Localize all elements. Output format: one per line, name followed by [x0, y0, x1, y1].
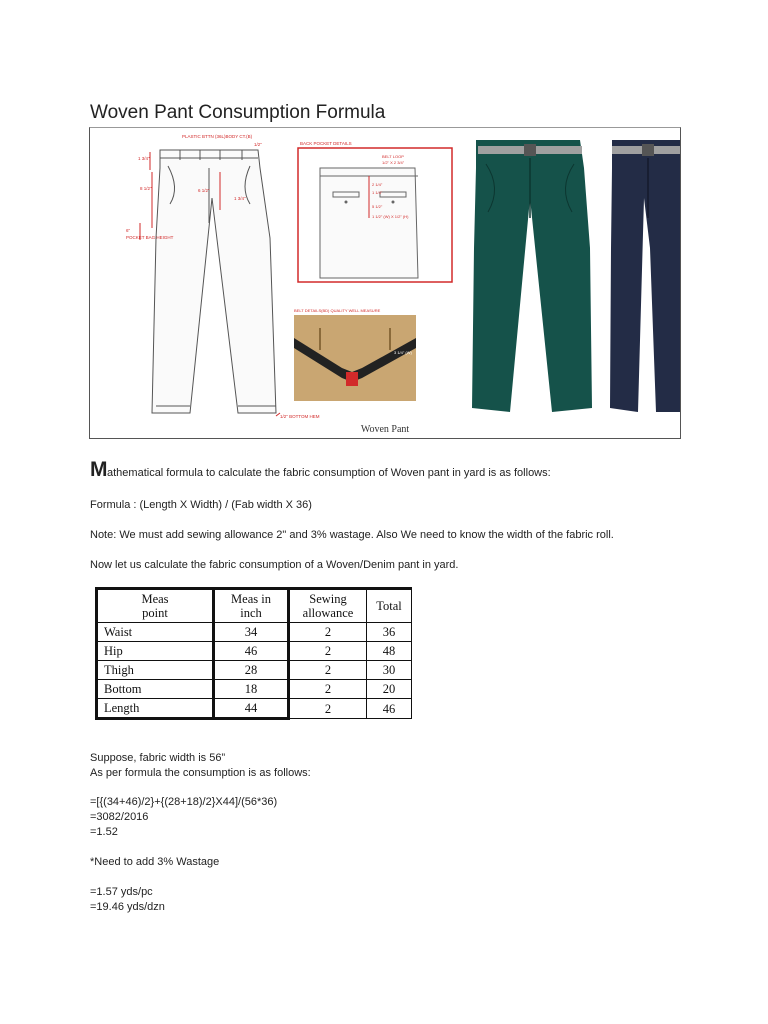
- belt-detail-photo: [294, 308, 416, 401]
- label-m10: 6": [126, 228, 131, 233]
- cell-total: 46: [367, 699, 412, 719]
- cell-inch: 34: [214, 623, 289, 642]
- label-m13: 1 1/2" (W) X 1/2" (H): [372, 214, 409, 219]
- pant-drawings: [90, 128, 680, 438]
- cell-allowance: 2: [289, 623, 367, 642]
- note-line: Note: We must add sewing allowance 2" and 3% wastage. Also We need to know the width of the fabric roll.: [90, 529, 614, 541]
- label-m8: 1/2" X 2 3/4": [382, 160, 405, 165]
- cell-point: Hip: [97, 642, 214, 661]
- back-pocket-details: [298, 141, 452, 282]
- cell-point: Thigh: [97, 661, 214, 680]
- page-title: Woven Pant Consumption Formula: [90, 102, 386, 123]
- as-per-line: As per formula the consumption is as follows:: [90, 767, 311, 779]
- label-m12: 1/2": [254, 142, 262, 147]
- label-belt-loop: BELT LOOP: [382, 154, 404, 159]
- intro-text: athematical formula to calculate the fabric consumption of Woven pant in yard is as follows:: [107, 467, 551, 479]
- header-meas-point: Meas point: [97, 589, 214, 623]
- table-row: [97, 642, 412, 661]
- intro-calc-line: Now let us calculate the fabric consumption of a Woven/Denim pant in yard.: [90, 559, 459, 571]
- figure-caption: Woven Pant: [360, 424, 410, 435]
- cell-total: 36: [367, 623, 412, 642]
- cell-allowance: 2: [289, 680, 367, 699]
- label-m6: 1 1/4": [372, 190, 383, 195]
- table-row: [97, 699, 412, 719]
- measurement-table: [95, 587, 412, 720]
- intro-paragraph: [90, 458, 551, 482]
- drop-cap: M: [90, 458, 107, 481]
- label-back-pocket: BACK POCKET DETAILS: [300, 141, 352, 146]
- header-sewing-allowance: Sewing allowance: [289, 589, 367, 623]
- cell-inch: 18: [214, 680, 289, 699]
- header-meas-inch: Meas in inch: [214, 589, 289, 623]
- fabric-width-line: Suppose, fabric width is 56”: [90, 752, 226, 764]
- label-pocket-height: POCKET BAG HEIGHT: [126, 235, 174, 240]
- label-bottom-hem: 1/2" BOTTOM HEM: [280, 414, 320, 419]
- header-total: Total: [367, 589, 412, 623]
- label-m1: 1 3/4": [138, 156, 150, 161]
- cell-allowance: 2: [289, 661, 367, 680]
- equation-line-2: =3082/2016: [90, 811, 149, 823]
- cell-total: 30: [367, 661, 412, 680]
- green-pant: [472, 140, 592, 412]
- cell-point: Waist: [97, 623, 214, 642]
- equation-line-3: =1.52: [90, 826, 118, 838]
- result-per-piece: =1.57 yds/pc: [90, 886, 153, 898]
- table-header-row: [97, 589, 412, 623]
- label-m3: 6 1/2": [198, 188, 210, 193]
- cell-total: 48: [367, 642, 412, 661]
- cell-inch: 46: [214, 642, 289, 661]
- cell-total: 20: [367, 680, 412, 699]
- equation-line-1: =[{(34+46)/2}+{(28+18)/2}X44]/(56*36): [90, 796, 278, 808]
- navy-pant: [610, 140, 680, 412]
- pant-illustration: [89, 127, 681, 439]
- cell-allowance: 2: [289, 699, 367, 719]
- result-per-dozen: =19.46 yds/dzn: [90, 901, 165, 913]
- label-m14: 3 1/4" (W): [394, 350, 412, 355]
- table-row: [97, 623, 412, 642]
- formula-line: Formula : (Length X Width) / (Fab width X 36): [90, 499, 312, 511]
- label-top-note: PLASTIC BTTN (36L)BODY CT.(B): [182, 134, 253, 139]
- label-m4: 1 3/4": [234, 196, 246, 201]
- cell-point: Length: [97, 699, 214, 719]
- table-row: [97, 680, 412, 699]
- cell-point: Bottom: [97, 680, 214, 699]
- cell-inch: 44: [214, 699, 289, 719]
- label-m9: 5 1/2": [372, 204, 383, 209]
- table-row: [97, 661, 412, 680]
- cell-allowance: 2: [289, 642, 367, 661]
- cell-inch: 28: [214, 661, 289, 680]
- label-belt-detail: BELT DETAILS(BD) QUALITY WELL MEASURE: [294, 308, 381, 313]
- technical-flat-front: [152, 150, 276, 413]
- label-m5: 2 1/4": [372, 182, 383, 187]
- wastage-note: *Need to add 3% Wastage: [90, 856, 220, 868]
- label-m2: 8 1/2": [140, 186, 152, 191]
